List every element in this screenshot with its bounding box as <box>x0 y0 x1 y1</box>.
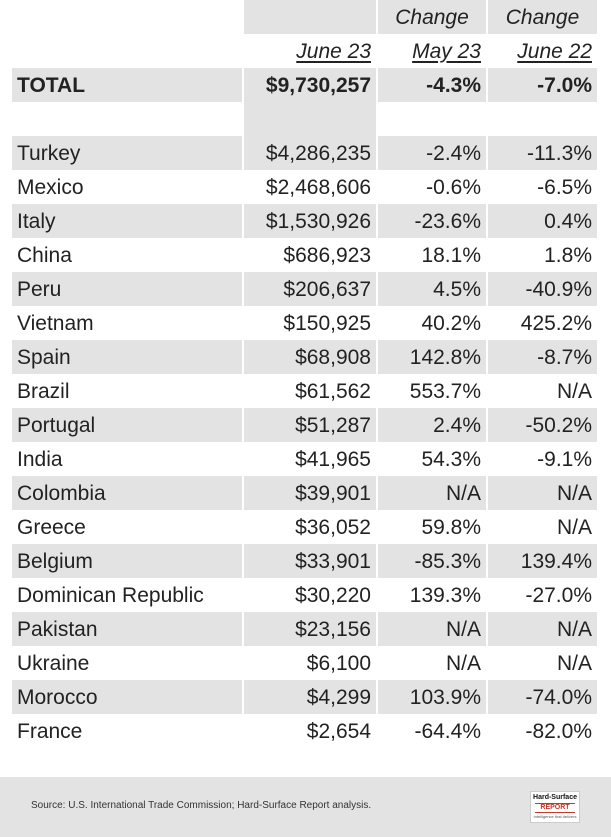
table-row <box>12 544 597 578</box>
table-row <box>12 306 597 340</box>
header-row-top <box>12 0 597 34</box>
value-cell: $2,468,606 <box>242 170 376 204</box>
change-june22-cell: 139.4% <box>486 544 597 578</box>
logo-line-3: Intelligence that delivers <box>533 814 577 819</box>
change-may23-cell: 54.3% <box>376 442 486 476</box>
change-june22-cell: 425.2% <box>486 306 597 340</box>
country-cell: India <box>17 447 63 471</box>
table-row <box>12 476 597 510</box>
change-june22-cell: -6.5% <box>486 170 597 204</box>
header-row-bottom <box>12 34 597 68</box>
country-cell: Greece <box>17 515 86 539</box>
table-row <box>12 340 597 374</box>
spacer-cell-0 <box>12 102 242 136</box>
change-may23-cell: N/A <box>376 646 486 680</box>
change-may23-cell: -23.6% <box>376 204 486 238</box>
country-cell: Ukraine <box>17 651 90 675</box>
total-row <box>12 68 597 102</box>
country-cell: Portugal <box>12 408 242 442</box>
country-cell: Colombia <box>12 476 242 510</box>
value-cell: $68,908 <box>242 340 376 374</box>
value-cell: $2,654 <box>242 714 376 748</box>
total-change-may23: -4.3% <box>376 68 486 102</box>
table-row <box>12 714 597 748</box>
change-june22-cell: N/A <box>486 476 597 510</box>
change-june22-cell: -8.7% <box>486 340 597 374</box>
country-cell: Italy <box>12 204 242 238</box>
source-note: Source: U.S. International Trade Commission; Hard-Surface Report analysis. <box>31 800 372 811</box>
country-cell: Turkey <box>12 136 242 170</box>
value-cell: $150,925 <box>242 306 376 340</box>
country-cell: Pakistan <box>12 612 242 646</box>
change-may23-cell: 103.9% <box>376 680 486 714</box>
value-cell: $36,052 <box>242 510 376 544</box>
table-body <box>12 136 597 748</box>
value-cell: $51,287 <box>242 408 376 442</box>
value-cell: $41,965 <box>242 442 376 476</box>
total-value: $9,730,257 <box>242 68 376 102</box>
country-cell: France <box>17 719 83 743</box>
spacer-cell-3 <box>486 102 597 136</box>
change-may23-cell: -2.4% <box>376 136 486 170</box>
spacer-cell-2 <box>376 102 486 136</box>
value-cell: $1,530,926 <box>242 204 376 238</box>
change-june22-cell: 1.8% <box>486 238 597 272</box>
header-bottom-cell-0 <box>12 34 242 68</box>
spacer-cell-1 <box>242 102 376 136</box>
change-june22-cell: N/A <box>486 510 597 544</box>
total-change-june22: -7.0% <box>486 68 597 102</box>
change-may23-cell: -64.4% <box>376 714 486 748</box>
total-label: TOTAL <box>12 68 242 102</box>
change-may23-cell: 139.3% <box>376 578 486 612</box>
change-june22-cell: -40.9% <box>486 272 597 306</box>
logo-line-2: REPORT <box>535 803 575 813</box>
change-june22-cell: N/A <box>486 646 597 680</box>
change-may23-cell: 4.5% <box>376 272 486 306</box>
change-june22-cell: N/A <box>486 374 597 408</box>
table-row <box>12 136 597 170</box>
change-may23-cell: -85.3% <box>376 544 486 578</box>
table-row <box>12 578 597 612</box>
table-row <box>12 612 597 646</box>
header-top-cell-0 <box>12 0 242 34</box>
country-cell: Brazil <box>17 379 70 403</box>
change-june22-cell: 0.4% <box>486 204 597 238</box>
table-row <box>12 374 597 408</box>
header-top-cell-2: Change <box>376 0 486 34</box>
country-cell: Peru <box>12 272 242 306</box>
footer-bar <box>0 777 611 837</box>
change-june22-cell: -27.0% <box>486 578 597 612</box>
change-may23-cell: 59.8% <box>376 510 486 544</box>
change-june22-cell: -82.0% <box>486 714 597 748</box>
value-cell: $206,637 <box>242 272 376 306</box>
spacer-row <box>12 102 597 136</box>
change-may23-cell: 142.8% <box>376 340 486 374</box>
change-june22-cell: -9.1% <box>486 442 597 476</box>
value-cell: $6,100 <box>242 646 376 680</box>
change-june22-cell: -50.2% <box>486 408 597 442</box>
data-table <box>12 0 597 748</box>
change-may23-cell: 18.1% <box>376 238 486 272</box>
change-may23-cell: 553.7% <box>376 374 486 408</box>
table-row <box>12 408 597 442</box>
change-may23-cell: 40.2% <box>376 306 486 340</box>
change-may23-cell: -0.6% <box>376 170 486 204</box>
header-bottom-cell-1: June 23 <box>242 34 376 68</box>
value-cell: $4,299 <box>242 680 376 714</box>
header-top-cell-3: Change <box>486 0 597 34</box>
value-cell: $39,901 <box>242 476 376 510</box>
logo-line-1: Hard-Surface <box>533 794 577 801</box>
country-cell: China <box>17 243 72 267</box>
value-cell: $61,562 <box>242 374 376 408</box>
table-row <box>12 510 597 544</box>
table-row <box>12 680 597 714</box>
country-cell: Belgium <box>12 544 242 578</box>
table-row <box>12 272 597 306</box>
country-cell: Spain <box>12 340 242 374</box>
table-row <box>12 646 597 680</box>
change-may23-cell: N/A <box>376 612 486 646</box>
value-cell: $33,901 <box>242 544 376 578</box>
country-cell: Vietnam <box>17 311 94 335</box>
header-bottom-cell-2: May 23 <box>376 34 486 68</box>
table-row <box>12 442 597 476</box>
change-june22-cell: -11.3% <box>486 136 597 170</box>
value-cell: $686,923 <box>242 238 376 272</box>
table-row <box>12 238 597 272</box>
value-cell: $30,220 <box>242 578 376 612</box>
country-cell: Dominican Republic <box>17 583 204 607</box>
table-row <box>12 170 597 204</box>
change-june22-cell: N/A <box>486 612 597 646</box>
value-cell: $23,156 <box>242 612 376 646</box>
header-top-cell-1 <box>242 0 376 34</box>
header-bottom-cell-3: June 22 <box>486 34 597 68</box>
change-may23-cell: 2.4% <box>376 408 486 442</box>
hard-surface-report-logo <box>530 791 580 823</box>
table-row <box>12 204 597 238</box>
country-cell: Mexico <box>17 175 84 199</box>
change-may23-cell: N/A <box>376 476 486 510</box>
change-june22-cell: -74.0% <box>486 680 597 714</box>
value-cell: $4,286,235 <box>242 136 376 170</box>
country-cell: Morocco <box>12 680 242 714</box>
